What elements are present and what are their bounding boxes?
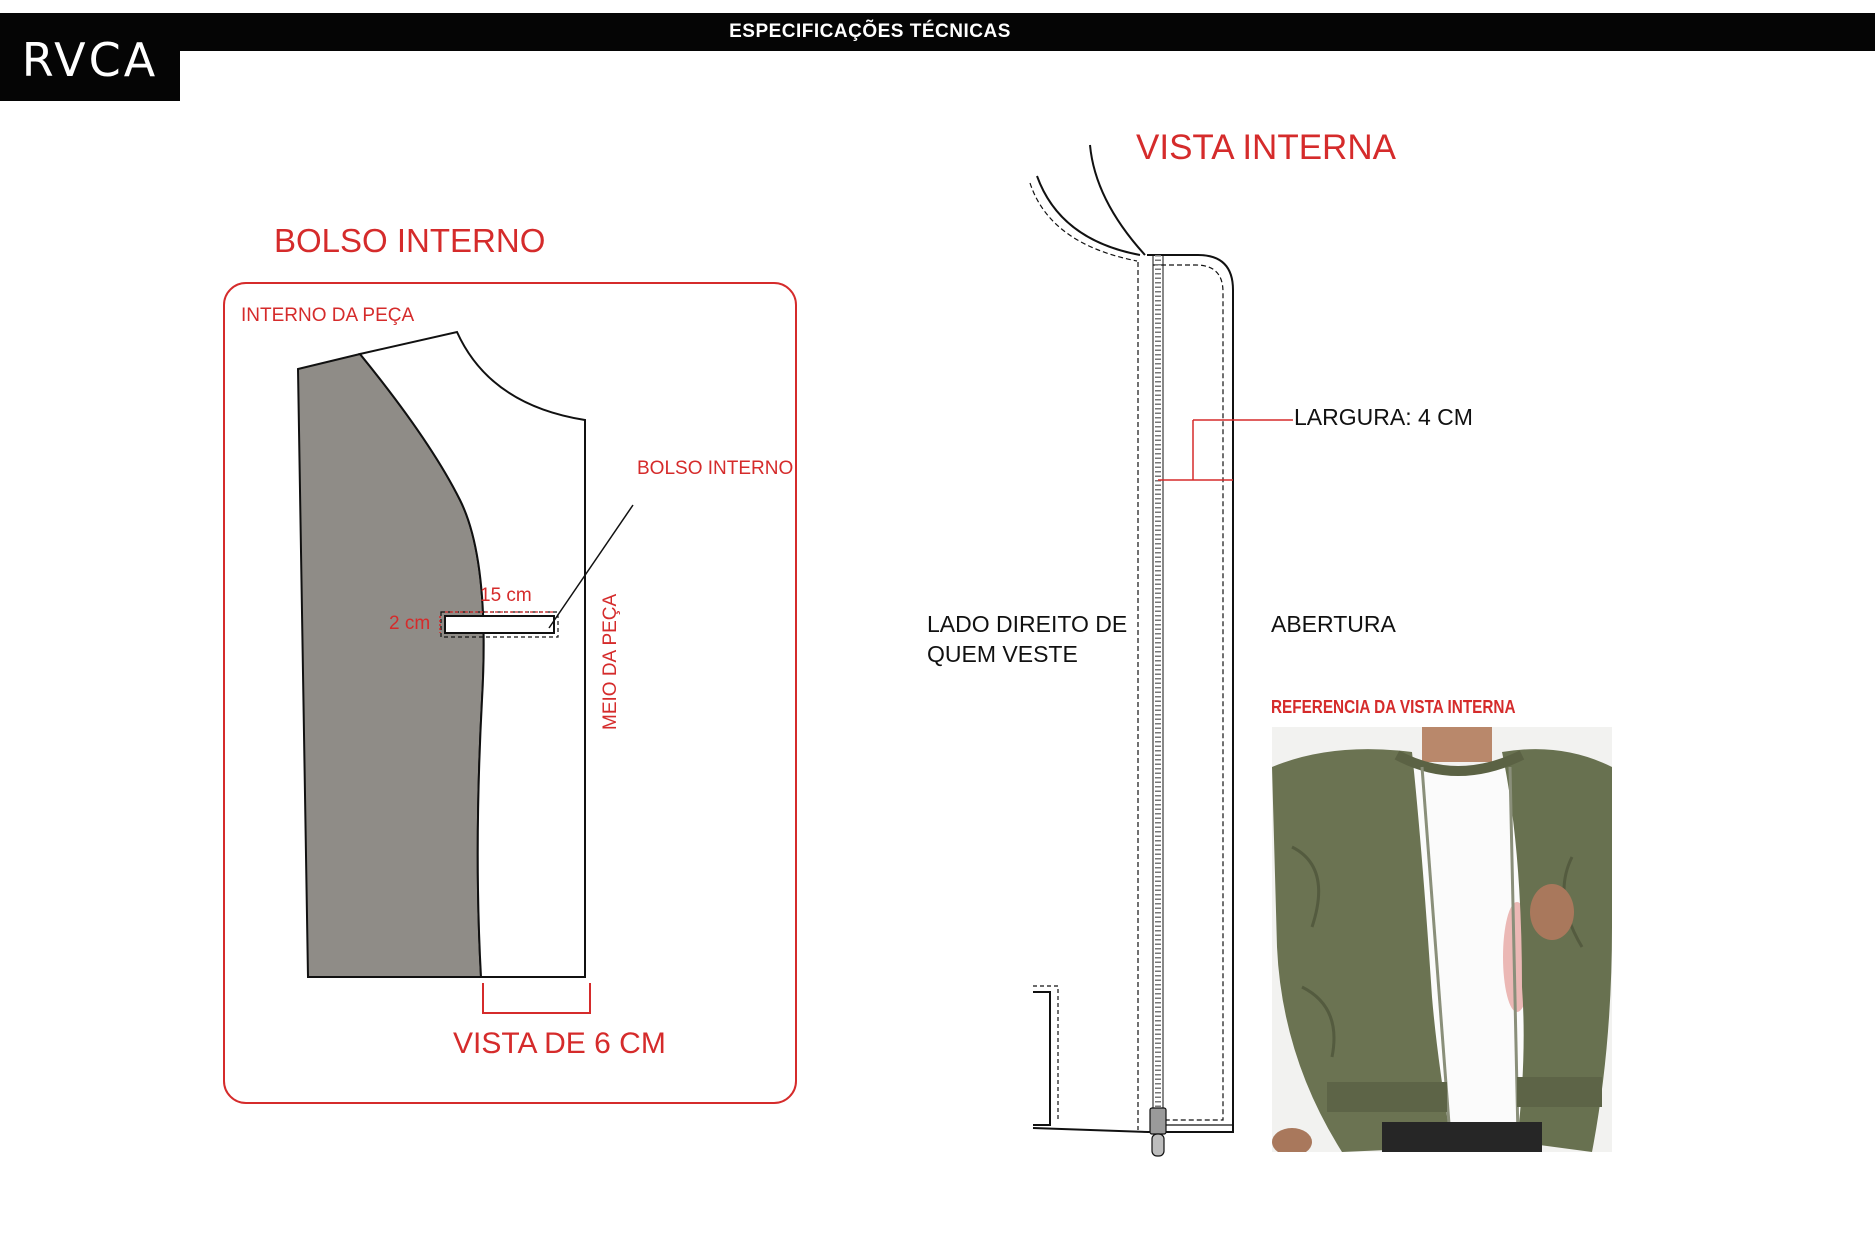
page-title: ESPECIFICAÇÕES TÉCNICAS [729, 21, 1011, 42]
hem-left-outline [1033, 992, 1050, 1125]
center-front-label: MEIO DA PEÇA [600, 593, 621, 730]
collar-curve-inner [1037, 176, 1140, 255]
inner-garment-label: INTERNO DA PEÇA [241, 305, 415, 326]
right-side-label-2: QUEM VESTE [927, 641, 1078, 667]
rvca-logo: RVCA [21, 33, 159, 87]
zipper-icon [1150, 1108, 1166, 1156]
reference-label: REFERENCIA DA VISTA INTERNA [1271, 697, 1516, 717]
hem-bottom-line [1033, 1128, 1148, 1132]
jacket-reference-photo [1272, 727, 1612, 1152]
right-side-label-1: LADO DIREITO DE [927, 611, 1128, 637]
facing-bracket [483, 983, 590, 1013]
facing-width-label: VISTA DE 6 CM [453, 1027, 666, 1060]
hem-left-stitch [1033, 986, 1058, 1120]
pocket-width-label: 15 cm [480, 585, 532, 606]
opening-label: ABERTURA [1271, 611, 1396, 637]
jacket-illustration [1272, 727, 1612, 1152]
width-label: LARGURA: 4 CM [1294, 404, 1473, 430]
pocket-opening [445, 616, 554, 633]
pocket-callout-label: BOLSO INTERNO [637, 458, 794, 479]
inner-view-title: VISTA INTERNA [1136, 128, 1396, 167]
pocket-panel-title: BOLSO INTERNO [274, 222, 546, 259]
pocket-height-label: 2 cm [389, 613, 431, 634]
